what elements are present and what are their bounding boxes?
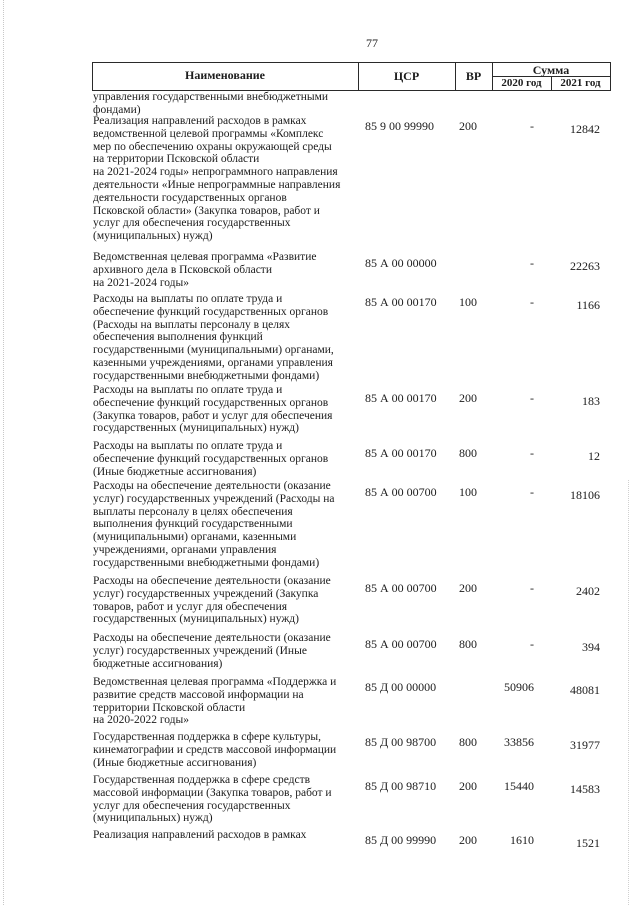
row-vr: 100 [459, 485, 477, 499]
row-name [93, 632, 331, 670]
name-line: государственными (муниципальными) органами, [93, 344, 334, 357]
name-line: мер по обеспечению охраны окружающей среды [93, 140, 332, 153]
row-name [93, 91, 328, 117]
name-line: Расходы на выплаты по оплате труда и [93, 293, 283, 305]
name-line: услуг для обеспечения государственных [93, 217, 291, 230]
name-line: территории Псковской области [93, 701, 246, 714]
name-line: на территории Псковской области [93, 153, 260, 166]
page-number: 77 [366, 36, 378, 50]
row-csr: 85 А 00 00170 [365, 391, 437, 405]
row-sum-2021: 1521 [576, 836, 600, 850]
row-sum-2021: 12842 [570, 122, 600, 136]
row-sum-2021: 18106 [570, 488, 600, 502]
header-vr: ВР [465, 69, 482, 83]
row-name [93, 731, 336, 769]
header-divider [610, 62, 611, 91]
name-line: Расходы на обеспечение деятельности (оказание [93, 632, 331, 644]
name-line: товаров, работ и услуг для обеспечения [93, 600, 288, 613]
name-line: Ведомственная целевая программа «Развитие [93, 251, 317, 263]
row-sum-2020: - [530, 485, 534, 499]
name-line: (Закупка товаров, работ и услуг для обеспечения [93, 409, 333, 422]
name-line: обеспечение функций государственных органов [93, 396, 329, 409]
row-name [93, 774, 332, 825]
name-line: услуг) государственных учреждений (Закупка [93, 587, 319, 600]
row-sum-2020: - [530, 256, 534, 270]
row-name [93, 829, 306, 842]
header-year-2020: 2020 год [501, 77, 542, 89]
row-csr: 85 Д 00 00000 [365, 680, 437, 694]
row-csr: 85 А 00 00000 [365, 256, 437, 270]
row-sum-2020: - [530, 637, 534, 651]
name-line: управления государственными внебюджетными [93, 91, 329, 103]
name-line: Псковской области» (Закупка товаров, работ и [93, 204, 320, 217]
name-line: (муниципальными) органами, казенными [93, 531, 297, 544]
header-sum: Сумма [532, 63, 570, 77]
name-line: Ведомственная целевая программа «Поддержка и [93, 676, 337, 688]
row-sum-2020: - [530, 446, 534, 460]
row-vr: 200 [459, 833, 477, 847]
name-line: учреждениями, органами управления [93, 543, 277, 556]
name-line: (муниципальных) нужд) [93, 230, 213, 243]
row-csr: 85 А 00 00170 [365, 295, 437, 309]
row-sum-2021: 183 [582, 394, 600, 408]
row-csr: 85 Д 00 99990 [365, 833, 437, 847]
row-sum-2021: 22263 [570, 259, 600, 273]
row-sum-2020: 15440 [504, 779, 534, 793]
row-name [93, 440, 328, 478]
name-line: (муниципальных) нужд) [93, 812, 213, 825]
name-line: обеспечение функций государственных органов [93, 452, 329, 465]
row-sum-2021: 394 [582, 640, 600, 654]
header-name: Наименование [185, 68, 265, 82]
header-year-2021: 2021 год [560, 77, 601, 89]
name-line: государственных (муниципальных) нужд) [93, 422, 299, 435]
row-vr: 200 [459, 391, 477, 405]
name-line: казенными учреждениями, органами управления [93, 356, 333, 369]
name-line: развитие средств массовой информации на [93, 688, 304, 701]
row-csr: 85 А 00 00700 [365, 637, 437, 651]
name-line: обеспечения выполнения функций [93, 331, 263, 344]
row-name [93, 575, 331, 626]
row-sum-2020: 1610 [510, 833, 534, 847]
row-csr: 85 9 00 99990 [365, 119, 434, 133]
name-line: фондами) [93, 103, 141, 116]
name-line: архивного дела в Псковской области [93, 263, 272, 276]
name-line: массовой информации (Закупка товаров, работ и [93, 786, 332, 799]
name-line: обеспечение функций государственных органов [93, 305, 329, 318]
name-line: выплаты персоналу в целях обеспечения [93, 505, 293, 518]
scan-edge-left [3, 0, 4, 905]
scan-edge-right [628, 480, 629, 905]
name-line: на 2021-2024 годы» непрограммного направления [93, 166, 338, 179]
row-sum-2021: 14583 [570, 782, 600, 796]
row-sum-2020: 33856 [504, 735, 534, 749]
row-csr: 85 А 00 00700 [365, 581, 437, 595]
row-vr: 800 [459, 446, 477, 460]
name-line: услуг для обеспечения государственных [93, 799, 291, 812]
row-name [93, 676, 336, 727]
header-csr: ЦСР [393, 69, 420, 83]
row-sum-2020: 50906 [504, 680, 534, 694]
name-line: Государственная поддержка в сфере средств [93, 774, 311, 786]
row-sum-2021: 1166 [576, 298, 600, 312]
name-line: Реализация направлений расходов в рамках [93, 115, 307, 127]
name-line: выполнения функций государственными [93, 518, 293, 531]
name-line: Расходы на выплаты по оплате труда и [93, 440, 283, 452]
name-line: (Расходы на выплаты персоналу в целях [93, 318, 291, 331]
name-line: деятельности «Иные непрограммные направления [93, 178, 341, 191]
row-csr: 85 Д 00 98710 [365, 779, 437, 793]
row-vr: 200 [459, 581, 477, 595]
row-sum-2020: - [530, 391, 534, 405]
row-sum-2021: 12 [588, 449, 600, 463]
name-line: Реализация направлений расходов в рамках [93, 829, 307, 841]
name-line: (Иные бюджетные ассигнования) [93, 465, 257, 478]
name-line: Государственная поддержка в сфере культуры, [93, 731, 322, 743]
row-vr: 800 [459, 637, 477, 651]
row-name [93, 384, 332, 435]
name-line: ведомственной целевой программы «Комплекс [93, 127, 324, 140]
row-csr: 85 А 00 00700 [365, 485, 437, 499]
row-sum-2020: - [530, 119, 534, 133]
name-line: государственных (муниципальных) нужд) [93, 613, 299, 626]
row-vr: 100 [459, 295, 477, 309]
name-line: деятельности государственных органов [93, 191, 287, 204]
name-line: на 2020-2022 годы» [93, 714, 190, 727]
name-line: кинематографии и средств массовой информации [93, 743, 337, 756]
row-vr: 800 [459, 735, 477, 749]
name-line: государственными внебюджетными фондами) [93, 369, 320, 382]
row-csr: 85 А 00 00170 [365, 446, 437, 460]
name-line: услуг) государственных учреждений (Расходы на [93, 492, 335, 505]
row-name [93, 480, 335, 570]
name-line: Расходы на обеспечение деятельности (оказание [93, 575, 331, 587]
row-name [93, 293, 334, 383]
row-sum-2021: 48081 [570, 683, 600, 697]
name-line: Расходы на обеспечение деятельности (оказание [93, 480, 331, 492]
row-sum-2021: 2402 [576, 584, 600, 598]
row-sum-2020: - [530, 295, 534, 309]
name-line: (Иные бюджетные ассигнования) [93, 756, 257, 769]
name-line: на 2021-2024 годы» [93, 276, 190, 289]
row-csr: 85 Д 00 98700 [365, 735, 437, 749]
name-line: Расходы на выплаты по оплате труда и [93, 384, 283, 396]
name-line: государственными внебюджетными фондами) [93, 556, 320, 569]
row-name [93, 251, 316, 289]
row-name [93, 115, 340, 243]
name-line: услуг) государственных учреждений (Иные [93, 644, 307, 657]
name-line: бюджетные ассигнования) [93, 657, 223, 670]
row-vr: 200 [459, 779, 477, 793]
row-sum-2021: 31977 [570, 738, 600, 752]
row-vr: 200 [459, 119, 477, 133]
row-sum-2020: - [530, 581, 534, 595]
